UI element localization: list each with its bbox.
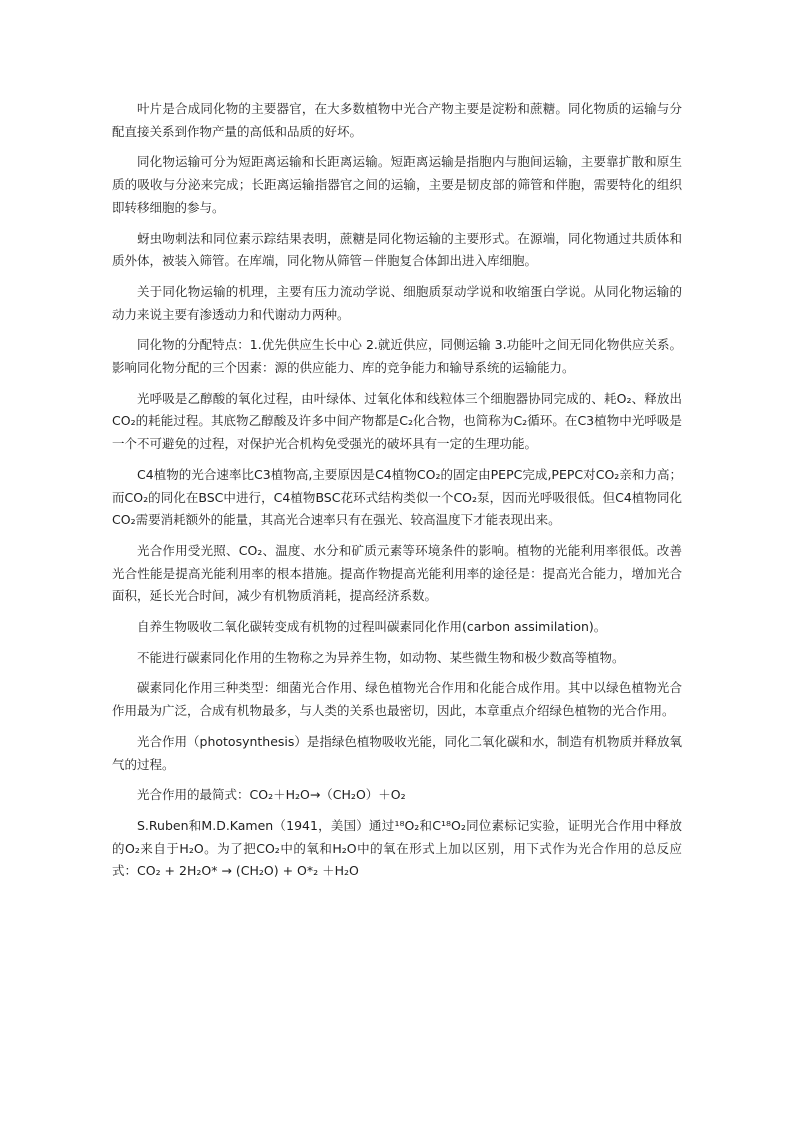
paragraph: 同化物的分配特点：1.优先供应生长中心 2.就近供应，同侧运输 3.功能叶之间无同化物供应关系。影响同化物分配的三个因素：源的供应能力、库的竞争能力和输导系统的运输能力。 (112, 337, 682, 376)
paragraph: 光合作用（photosynthesis）是指绿色植物吸收光能，同化二氧化碳和水，制造有机物质并释放氧气的过程。 (112, 733, 682, 772)
paragraph: 光呼吸是乙醇酸的氧化过程，由叶绿体、过氧化体和线粒体三个细胞器协同完成的、耗O₂、释放出CO₂的耗能过程。其底物乙醇酸及许多中间产物都是C₂化合物，也简称为C₂循环。在C3植物中光呼吸是一个不可避免的过程，对保护光合机构免受强光的破坏具有一定的生理功能。 (112, 390, 682, 452)
paragraph: 碳素同化作用三种类型：细菌光合作用、绿色植物光合作用和化能合成作用。其中以绿色植物光合作用最为广泛，合成有机物最多，与人类的关系也最密切，因此，本章重点介绍绿色植物的光合作用。 (112, 680, 682, 719)
paragraph: 自养生物吸收二氧化碳转变成有机物的过程叫碳素同化作用(carbon assimilation)。 (137, 619, 607, 635)
paragraph: C4植物的光合速率比C3植物高,主要原因是C4植物CO₂的固定由PEPC完成,PEPC对CO₂亲和力高；而CO₂的同化在BSC中进行，C4植物BSC花环式结构类似一个CO₂泵，因而光呼吸很低。但C4植物同化CO₂需要消耗额外的能量，其高光合速率只有在强光、较高温度下才能表现出来。 (112, 466, 682, 528)
document-body (112, 98, 682, 883)
paragraph: 同化物运输可分为短距离运输和长距离运输。短距离运输是指胞内与胞间运输，主要靠扩散和原生质的吸收与分泌来完成；长距离运输指器官之间的运输，主要是韧皮部的筛管和伴胞，需要特化的组织即转移细胞的参与。 (112, 154, 682, 215)
paragraph: 光合作用受光照、CO₂、温度、水分和矿质元素等环境条件的影响。植物的光能利用率很低。改善光合性能是提高光能利用率的根本措施。提高作物提高光能利用率的途径是：提高光合能力，增加光合面积，延长光合时间，减少有机物质消耗，提高经济系数。 (112, 542, 682, 604)
paragraph: 蚜虫吻刺法和同位素示踪结果表明，蔗糖是同化物运输的主要形式。在源端，同化物通过共质体和质外体，被装入筛管。在库端，同化物从筛管－伴胞复合体卸出进入库细胞。 (112, 230, 682, 269)
paragraph: 关于同化物运输的机理，主要有压力流动学说、细胞质泵动学说和收缩蛋白学说。从同化物运输的动力来说主要有渗透动力和代谢动力两种。 (112, 283, 682, 322)
paragraph: 不能进行碳素同化作用的生物称之为异养生物，如动物、某些微生物和极少数高等植物。 (137, 649, 625, 665)
paragraph: 叶片是合成同化物的主要器官，在大多数植物中光合产物主要是淀粉和蔗糖。同化物质的运输与分配直接关系到作物产量的高低和品质的好坏。 (112, 101, 682, 139)
paragraph: S.Ruben和M.D.Kamen（1941，美国）通过¹⁸O₂和C¹⁸O₂同位素标记实验，证明光合作用中释放的O₂来自于H₂O。为了把CO₂中的氧和H₂O中的氧在形式上加以区别，用下式作为光合作用的总反应式：CO₂ + 2H₂O* → (CH₂O) + O*₂ ＋H₂O (112, 817, 682, 879)
paragraph: 光合作用的最简式：CO₂＋H₂O→（CH₂O）＋O₂ (137, 787, 406, 803)
